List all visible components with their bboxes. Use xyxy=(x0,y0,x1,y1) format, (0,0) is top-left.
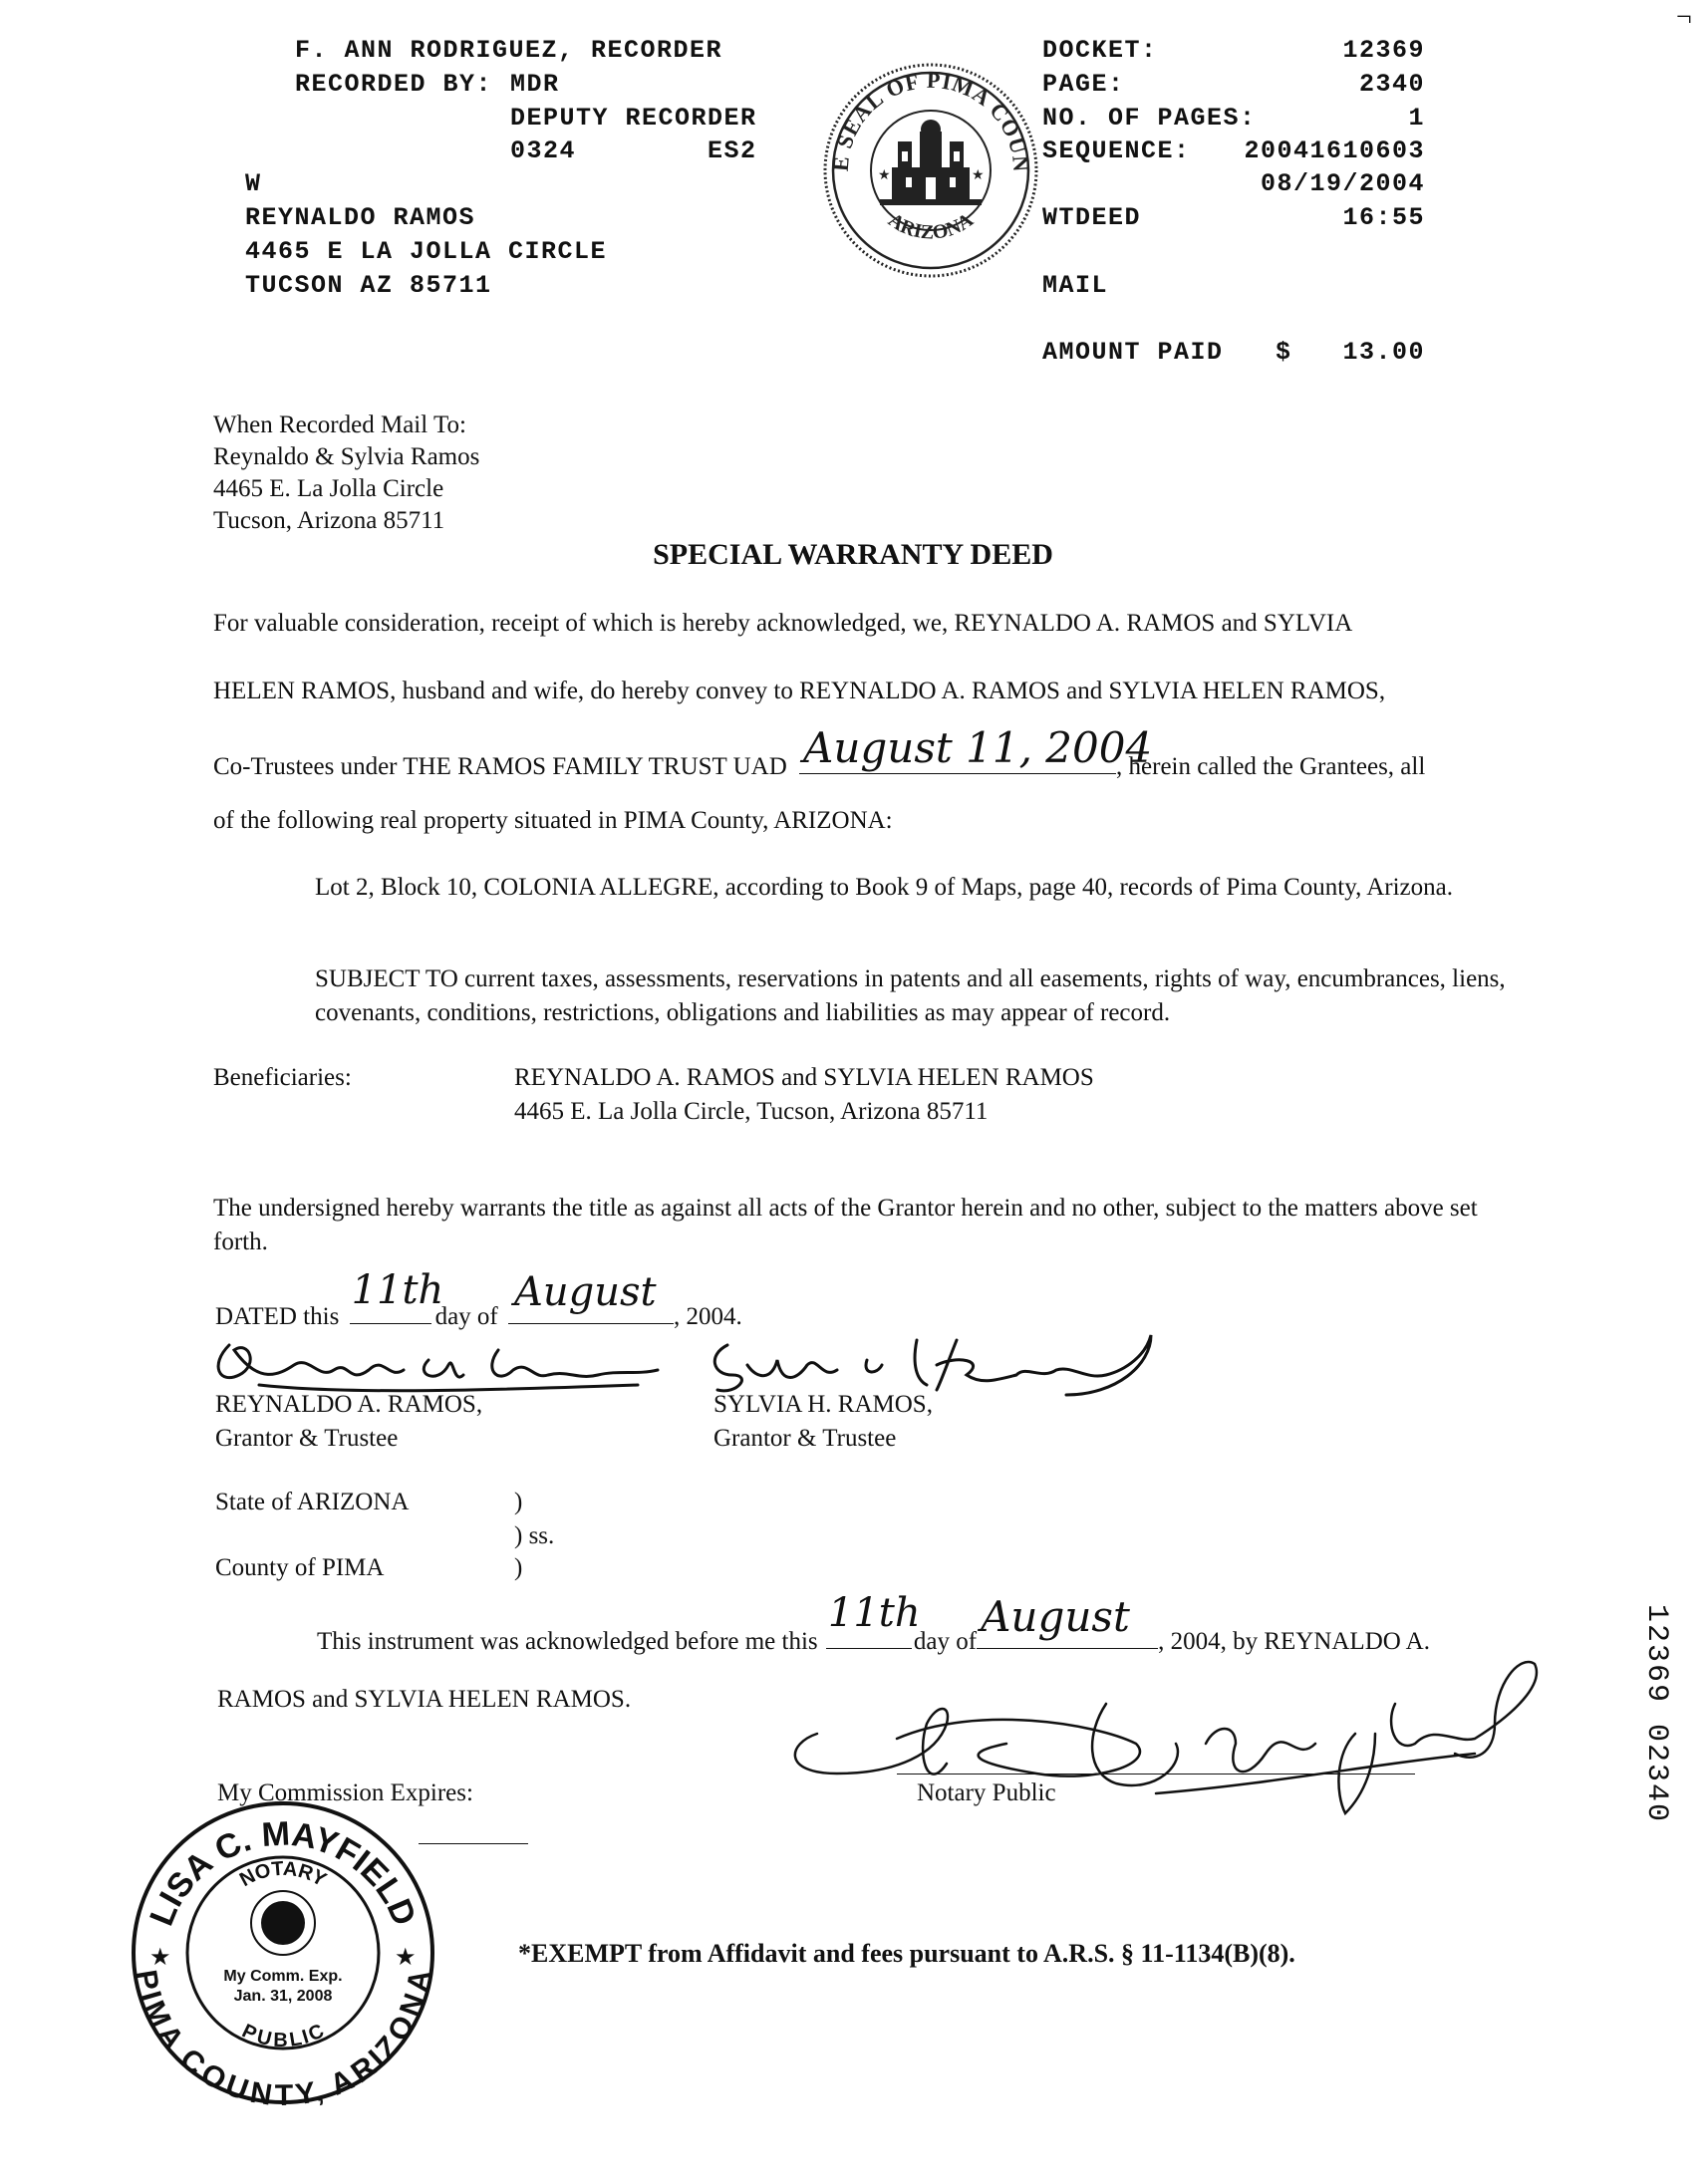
corner-mark: ¬ xyxy=(1676,2,1692,33)
ack-day-handwritten: 11th xyxy=(827,1590,921,1636)
amount-paid-label: AMOUNT PAID xyxy=(1042,338,1224,367)
recorder-name: F. ANN RODRIGUEZ, RECORDER xyxy=(295,36,723,65)
trust-text: Co-Trustees under THE RAMOS FAMILY TRUST UAD xyxy=(213,753,787,780)
svg-text:THE SEAL OF PIMA COUNTY: E SEAL OF PIMA COUN xyxy=(827,67,1034,173)
docket-value: 12369 xyxy=(1342,36,1425,65)
notary-signature xyxy=(777,1644,1555,1833)
mail-to-name: Reynaldo & Sylvia Ramos xyxy=(213,443,480,470)
pages-value: 1 xyxy=(1408,104,1425,133)
svg-text:★: ★ xyxy=(878,168,891,183)
w-mark: W xyxy=(245,169,262,198)
amount-value: 13.00 xyxy=(1342,338,1425,367)
sequence-label: SEQUENCE: xyxy=(1042,136,1191,165)
grantor1-role: Grantor & Trustee xyxy=(215,1425,399,1452)
document-title: SPECIAL WARRANTY DEED xyxy=(653,538,1053,571)
mail-to-heading: When Recorded Mail To: xyxy=(213,411,466,438)
recorder-code-2: ES2 xyxy=(708,136,757,165)
document-type: WTDEED xyxy=(1042,203,1142,232)
venue-paren-3: ) xyxy=(514,1554,523,1581)
svg-text:★: ★ xyxy=(149,1943,171,1971)
beneficiaries-names: REYNALDO A. RAMOS and SYLVIA HELEN RAMOS xyxy=(514,1064,1094,1091)
docket-label: DOCKET: xyxy=(1042,36,1158,65)
dated-year: , 2004. xyxy=(673,1303,742,1330)
grantor2-role: Grantor & Trustee xyxy=(713,1425,897,1452)
margin-docket-number: 12369 02340 xyxy=(1639,1604,1673,1824)
recorder-code-1: 0324 xyxy=(510,136,577,165)
county-seal xyxy=(820,60,1041,281)
ack-mid: day of xyxy=(913,1628,978,1655)
warranty-statement: The undersigned hereby warrants the title as against all acts of the Grantor herein and no other, subject to the matters above set forth. xyxy=(213,1195,1478,1255)
exempt-note: *EXEMPT from Affidavit and fees pursuant to A.R.S. § 11-1134(B)(8). xyxy=(518,1939,1295,1968)
recorded-date: 08/19/2004 xyxy=(1260,169,1425,198)
recorded-by-value: MDR xyxy=(510,70,560,99)
svg-text:★: ★ xyxy=(395,1943,417,1971)
page-value: 2340 xyxy=(1358,70,1425,99)
amount-currency: $ xyxy=(1276,338,1292,367)
dated-mid: day of xyxy=(434,1303,498,1330)
dated-prefix: DATED this xyxy=(215,1303,340,1330)
page-label: PAGE: xyxy=(1042,70,1125,99)
notary-public-label: Notary Public xyxy=(917,1779,1056,1806)
dated-month-blank xyxy=(508,1269,674,1324)
venue-ss: ) ss. xyxy=(514,1522,555,1549)
county-seal-graphic xyxy=(820,60,1041,281)
mail-to-address: 4465 E. La Jolla Circle xyxy=(213,475,444,502)
ack-prefix: This instrument was acknowledged before me this xyxy=(317,1628,818,1655)
pages-label: NO. OF PAGES: xyxy=(1042,104,1257,133)
dated-day-handwritten: 11th xyxy=(351,1267,444,1313)
venue-state: State of ARIZONA xyxy=(215,1489,410,1515)
grantor1-name: REYNALDO A. RAMOS, xyxy=(215,1391,483,1418)
recorded-by-label: RECORDED BY: xyxy=(295,70,493,99)
svg-text:PUBLIC: PUBLIC xyxy=(238,2020,328,2052)
consideration-line-3 xyxy=(213,723,1426,781)
beneficiaries-address: 4465 E. La Jolla Circle, Tucson, Arizona 85711 xyxy=(514,1098,989,1125)
party-name: REYNALDO RAMOS xyxy=(245,203,476,232)
svg-text:LISA C. MAYFIELD: LISA C. MAYFIELD xyxy=(142,1814,424,1932)
grantor2-name: SYLVIA H. RAMOS, xyxy=(713,1391,933,1418)
mail-label: MAIL xyxy=(1042,271,1109,300)
sequence-value: 20041610603 xyxy=(1244,136,1425,165)
consideration-line-2: HELEN RAMOS, husband and wife, do hereby convey to REYNALDO A. RAMOS and SYLVIA HELEN RAMOS, xyxy=(213,678,1386,704)
svg-text:ARIZONA: ARIZONA xyxy=(884,208,978,244)
ack-month-handwritten: August xyxy=(981,1592,1130,1641)
deputy-recorder: DEPUTY RECORDER xyxy=(510,104,757,133)
notary-stamp-graphic xyxy=(124,1793,442,2112)
commission-label: My Commission Expires: xyxy=(217,1779,473,1806)
property-intro: of the following real property situated in PIMA County, ARIZONA: xyxy=(213,807,893,834)
ack-suffix: , 2004, by REYNALDO A. xyxy=(1158,1628,1430,1655)
trust-date-handwritten: August 11, 2004 xyxy=(803,723,1153,772)
dated-day-blank xyxy=(350,1267,444,1324)
recorded-time: 16:55 xyxy=(1342,203,1425,232)
notary-stamp xyxy=(124,1793,442,2112)
venue-county: County of PIMA xyxy=(215,1554,385,1581)
legal-description: Lot 2, Block 10, COLONIA ALLEGRE, according to Book 9 of Maps, page 40, records of Pima County, Arizona. xyxy=(315,874,1453,901)
dated-month-handwritten: August xyxy=(513,1269,657,1315)
subject-to-clause: SUBJECT TO current taxes, assessments, reservations in patents and all easements, rights of way, encumbrances, liens, covenants, conditions, restrictions, obligations and liabilities as may appear of record. xyxy=(315,965,1506,1026)
ack-line-2: RAMOS and SYLVIA HELEN RAMOS. xyxy=(217,1686,632,1713)
trust-date-blank xyxy=(799,723,1153,774)
party-address-2: TUCSON AZ 85711 xyxy=(245,271,492,300)
svg-text:PIMA COUNTY, ARIZONA: PIMA COUNTY, ARIZONA xyxy=(129,1967,437,2112)
party-address-1: 4465 E LA JOLLA CIRCLE xyxy=(245,237,608,266)
stamp-comm-label: My Comm. Exp. xyxy=(223,1968,343,1985)
svg-text:NOTARY: NOTARY xyxy=(236,1857,331,1892)
venue-paren-1: ) xyxy=(514,1489,523,1515)
grantees-text: , herein called the Grantees, all xyxy=(1116,753,1426,780)
consideration-line-1: For valuable consideration, receipt of which is hereby acknowledged, we, REYNALDO A. RAMOS and SYLVIA xyxy=(213,610,1353,637)
mail-to-city: Tucson, Arizona 85711 xyxy=(213,507,445,534)
svg-text:★: ★ xyxy=(972,168,985,183)
stamp-comm-date: Jan. 31, 2008 xyxy=(233,1988,333,2005)
beneficiaries-label: Beneficiaries: xyxy=(213,1064,352,1091)
